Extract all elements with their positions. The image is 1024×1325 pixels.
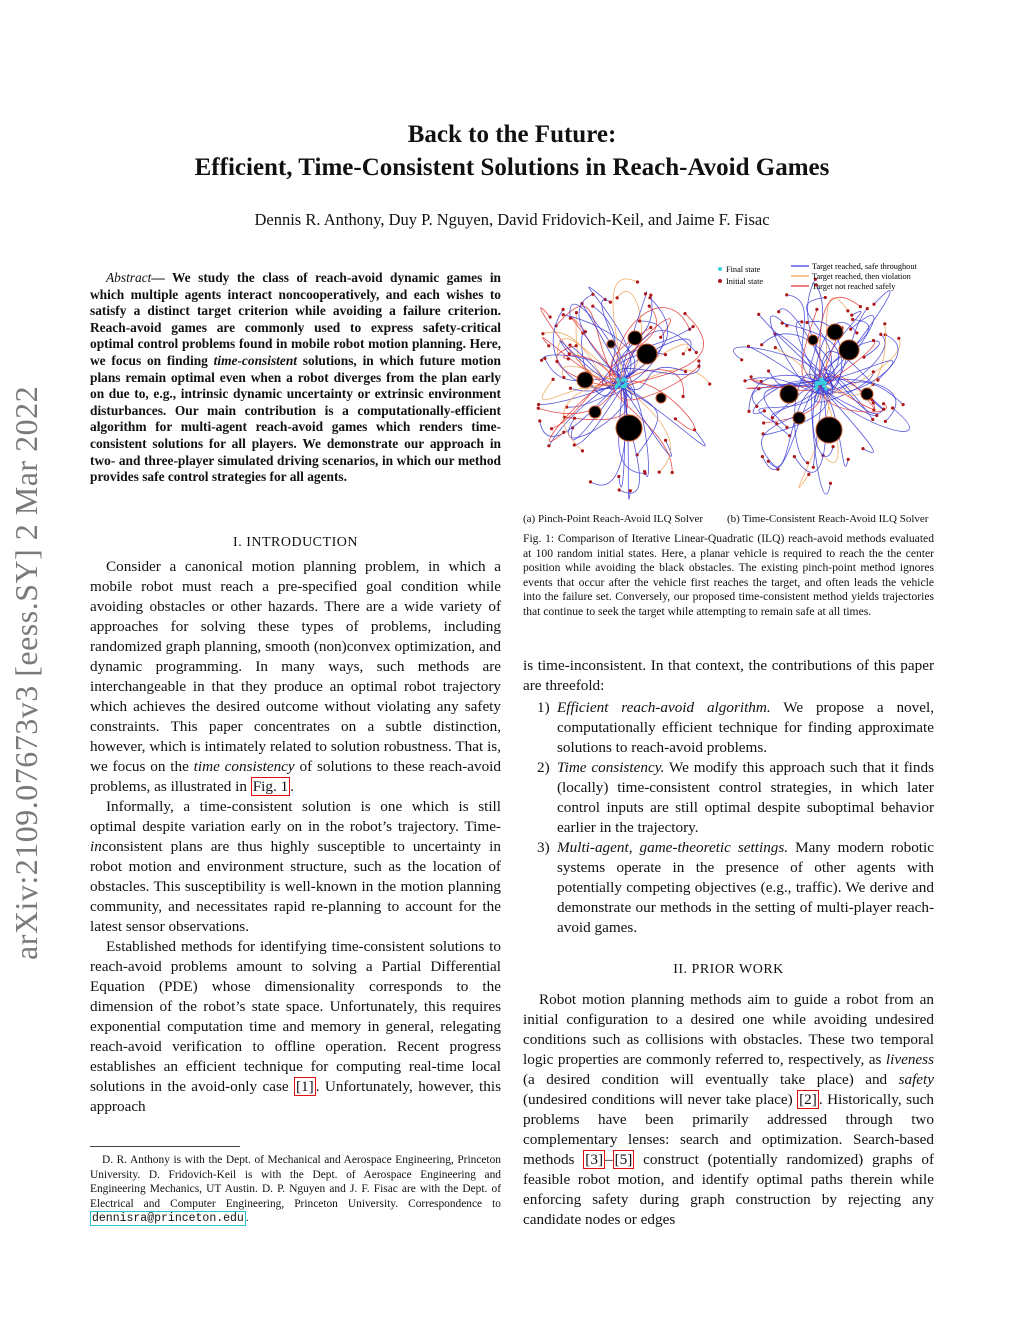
initial-state-marker	[547, 344, 550, 347]
initial-state-marker	[774, 346, 777, 349]
contribution-item: 2) Time consistency. We modify this approach such that it finds (locally) time-consistent control strategies, in which later control inputs are still optimal despite suboptimal behavior earlier in the trajectory.	[537, 759, 934, 836]
abstract-italic: time-consistent	[213, 352, 297, 368]
abstract-label: Abstract	[106, 270, 152, 285]
initial-state-marker	[761, 455, 764, 458]
initial-state-marker	[760, 343, 763, 346]
legend-initial-marker	[718, 279, 722, 283]
initial-state-marker	[684, 370, 687, 373]
initial-state-marker	[807, 473, 810, 476]
initial-state-marker	[552, 378, 555, 381]
initial-state-marker	[688, 348, 691, 351]
initial-state-marker	[855, 331, 858, 334]
initial-state-marker	[832, 445, 835, 448]
initial-state-marker	[537, 403, 540, 406]
initial-state-marker	[763, 409, 766, 412]
initial-state-marker	[591, 305, 594, 308]
title-line-1: Back to the Future:	[407, 121, 617, 148]
initial-state-marker	[775, 422, 778, 425]
initial-state-marker	[629, 489, 632, 492]
initial-state-marker	[643, 470, 646, 473]
final-state-marker	[824, 387, 828, 391]
initial-state-marker	[638, 319, 641, 322]
authors: Dennis R. Anthony, Duy P. Nguyen, David Fridovich-Keil, and Jaime F. Fisac	[254, 210, 770, 229]
initial-state-marker	[872, 408, 875, 411]
initial-state-marker	[575, 311, 578, 314]
initial-state-marker	[549, 315, 552, 318]
initial-state-marker	[850, 314, 853, 317]
initial-state-marker	[743, 379, 746, 382]
legend-safe-label: Target reached, safe throughout	[812, 262, 917, 271]
initial-state-marker	[671, 471, 674, 474]
initial-state-marker	[815, 308, 818, 311]
obstacle-circle	[656, 393, 666, 403]
contributions-intro: is time-inconsistent. In that context, the contributions of this paper are threefold:	[523, 657, 934, 694]
final-state-marker	[622, 384, 626, 388]
intro-paragraph-2: Informally, a time-consistent solution is one which is still optimal despite variation early on in the robot’s trajectory. Time-inconsistent plans are thus highly susceptible to uncertainty in robot motion and environment structure, such as the location of obstacles. This susceptibility is well-known in the motion planning community, and necessitates rapid re-planning to account for the latest sensor observations.	[90, 798, 501, 935]
initial-state-marker	[562, 376, 565, 379]
final-state-marker	[617, 381, 621, 385]
footnote: D. R. Anthony is with the Dept. of Mechanical and Aerospace Engineering, Princeton University. D. Fridovich-Keil is with the Dept. of Aerospace Engineering and Engineering Mechanics, UT Austin. D. P. Nguyen and J. F. Fisac are with the Dept. of Electrical and Computer Engineering, Princeton University. Correspondence to dennisra@princeton.edu .	[90, 1154, 501, 1225]
initial-state-marker	[541, 332, 544, 335]
citation-2-link[interactable]: [2]	[799, 1091, 817, 1108]
initial-state-marker	[785, 426, 788, 429]
obstacle-circle	[637, 344, 657, 364]
contributions-list	[523, 698, 934, 938]
legend-final-label: Final state	[726, 265, 761, 274]
initial-state-marker	[762, 421, 765, 424]
initial-state-marker	[812, 466, 815, 469]
obstacle-circle	[793, 412, 805, 424]
initial-state-marker	[562, 431, 565, 434]
initial-state-marker	[589, 480, 592, 483]
initial-state-marker	[573, 443, 576, 446]
final-state-marker	[816, 382, 820, 386]
figure-1	[523, 258, 934, 512]
initial-state-marker	[649, 294, 652, 297]
obstacle-circle	[589, 406, 601, 418]
initial-state-marker	[861, 447, 864, 450]
footnote-rule	[90, 1146, 240, 1147]
initial-state-marker	[547, 444, 550, 447]
initial-state-marker	[872, 303, 875, 306]
subcaption-b: (b) Time-Consistent Reach-Avoid ILQ Solver	[727, 513, 929, 525]
initial-state-marker	[897, 337, 900, 340]
initial-state-marker	[872, 401, 875, 404]
initial-state-marker	[683, 312, 686, 315]
initial-state-marker	[883, 322, 886, 325]
initial-state-marker	[573, 417, 576, 420]
figure-1-link[interactable]: Fig. 1	[252, 778, 289, 795]
initial-state-marker	[708, 382, 711, 385]
initial-state-marker	[644, 292, 647, 295]
initial-state-marker	[806, 461, 809, 464]
initial-state-marker	[648, 305, 651, 308]
initial-state-marker	[682, 395, 685, 398]
initial-state-marker	[697, 365, 700, 368]
initial-state-marker	[891, 406, 894, 409]
initial-state-marker	[569, 317, 572, 320]
trajectory-line	[802, 309, 821, 383]
initial-state-marker	[750, 375, 753, 378]
initial-state-marker	[781, 322, 784, 325]
paper-title	[120, 118, 904, 184]
section-heading-introduction: I. INTRODUCTION	[233, 535, 358, 550]
initial-state-marker	[829, 482, 832, 485]
abstract	[90, 270, 501, 486]
intro-paragraph-1: Consider a canonical motion planning problem, in which a mobile robot must reach a pre-specified goal condition while avoiding obstacles or other hazards. There are a wide variety of approaches for solving these types of problems, including randomized graph planning, smooth (non)convex optimization, and dynamic programming. In many ways, such methods are interchangeable in that they produce an optimal robot trajectory which achieves the desired outcome without violating any safety constraints. This paper concentrates on a subtle distinction, however, which is intimately related to solution robustness. That is, we focus on the time consistency of solutions to these reach-avoid problems, as illustrated in Fig. 1 .	[90, 558, 501, 795]
legend-final-marker	[718, 267, 722, 271]
initial-state-marker	[871, 418, 874, 421]
initial-state-marker	[569, 387, 572, 390]
initial-state-marker	[879, 333, 882, 336]
initial-state-marker	[538, 419, 541, 422]
initial-state-marker	[882, 408, 885, 411]
figure-legend	[718, 262, 917, 291]
intro-paragraph-3: Established methods for identifying time-consistent solutions to reach-avoid problems amount to solving a Partial Differential Equation (PDE) whose dimensionality corresponds to the dimension of the robot’s state space. Unfortunately, this requires exponential computation time and memory in general, relegating reach-avoid verification to offline operation. Recent progress establishes an efficient technique for computing real-time local solutions in the avoid-only case [1] . Unfortunately, however, this approach	[90, 938, 501, 1115]
citation-1-link[interactable]: [1]	[295, 1078, 314, 1095]
initial-state-marker	[846, 309, 849, 312]
initial-state-marker	[555, 360, 558, 363]
contribution-item: 3) Multi-agent, game-theoretic settings. Many modern robotic systems operate in the presence of other agents with potentially competing objectives (e.g., traffic). We derive and demonstrate our methods in the setting of multi-player reach-avoid games.	[537, 839, 934, 936]
initial-state-marker	[664, 353, 667, 356]
section-heading-prior-work: II. PRIOR WORK	[673, 962, 784, 977]
initial-state-marker	[575, 344, 578, 347]
introduction-body	[90, 557, 501, 1117]
initial-state-marker	[537, 407, 540, 410]
plot-time-consistent	[733, 278, 909, 494]
obstacle-circle	[816, 417, 842, 443]
trajectory-line	[822, 335, 898, 393]
legend-not-reached-label: Target not reached safely	[812, 282, 896, 291]
initial-state-marker	[859, 305, 862, 308]
initial-state-marker	[824, 296, 827, 299]
initial-state-marker	[872, 339, 875, 342]
final-state-marker	[616, 378, 620, 382]
figure-1-plots	[523, 258, 934, 512]
initial-state-marker	[562, 308, 565, 311]
initial-state-marker	[697, 359, 700, 362]
initial-state-marker	[664, 439, 667, 442]
initial-state-marker	[793, 455, 796, 458]
obstacle-circle	[827, 324, 843, 340]
initial-state-marker	[805, 321, 808, 324]
abstract-dash: —	[151, 270, 173, 285]
arxiv-sidebar-stamp: arXiv:2109.07673v3 [eess.SY] 2 Mar 2022	[8, 385, 44, 960]
citation-5-link[interactable]: [5]	[614, 1151, 633, 1168]
initial-state-marker	[740, 358, 743, 361]
initial-state-marker	[847, 458, 850, 461]
initial-state-marker	[617, 475, 620, 478]
initial-state-marker	[636, 280, 639, 283]
initial-state-marker	[567, 357, 570, 360]
obstacle-circle	[607, 340, 615, 348]
final-state-marker	[621, 379, 625, 383]
email-link[interactable]: dennisra@princeton.edu	[92, 1212, 244, 1225]
initial-state-marker	[882, 402, 885, 405]
obstacle-circle	[861, 388, 873, 400]
plot-pinch-point	[537, 279, 712, 499]
initial-state-marker	[618, 488, 621, 491]
contribution-item: 1) Efficient reach-avoid algorithm. We propose a novel, computationally efficient technique for finding approximate solutions to reach-avoid problems.	[537, 699, 934, 756]
initial-state-marker	[568, 352, 571, 355]
citation-3-link[interactable]: [3]	[585, 1151, 604, 1168]
initial-state-marker	[674, 417, 677, 420]
initial-state-marker	[876, 378, 879, 381]
initial-state-marker	[568, 344, 571, 347]
figure-1-caption: Fig. 1: Comparison of Iterative Linear-Quadratic (ILQ) reach-avoid methods evaluated at 100 random initial states. Here, a planar vehicle is required to reach the the center position while avoiding the black obstacles. The existing pinch-point method ignores events that occur after the vehicle first reaches the target, and often leads the vehicle into the failure set. Conversely, our proposed time-consistent method yields trajectories that continue to seek the target while attempting to remain safe at all times.	[523, 532, 934, 618]
initial-state-marker	[872, 370, 875, 373]
initial-state-marker	[767, 460, 770, 463]
legend-initial-label: Initial state	[726, 277, 764, 286]
initial-state-marker	[747, 410, 750, 413]
initial-state-marker	[902, 403, 905, 406]
initial-state-marker	[609, 301, 612, 304]
initial-state-marker	[800, 320, 803, 323]
initial-state-marker	[767, 369, 770, 372]
final-state-marker	[824, 381, 828, 385]
initial-state-marker	[695, 351, 698, 354]
initial-state-marker	[875, 414, 878, 417]
initial-state-marker	[550, 427, 553, 430]
prior-work-body: Robot motion planning methods aim to guide a robot from an initial configuration to a desired one while avoiding undesired conditions such as collisions with obstacles. These two temporal logic properties are commonly referred to, respectively, as liveness (a desired condition will eventually take place) and safety (undesired conditions will never take place) [2] . Historically, such problems have been primarily addressed through two complementary lenses: search and optimization. Search-based methods [3] – [5] construct (potentially randomized) graphs of feasible robot motion, and identify optimal paths therein while enforcing safety during graph construction by rejecting any candidate nodes or edges	[523, 991, 934, 1228]
obstacle-circle	[628, 331, 642, 345]
initial-state-marker	[562, 313, 565, 316]
final-state-marker	[820, 381, 824, 385]
subcaption-a: (a) Pinch-Point Reach-Avoid ILQ Solver	[523, 513, 704, 525]
abstract-text-1: We study the class of reach-avoid dynamic games in which multiple agents interact noncooperatively, and each wishes to satisfy a distinct target criterion while avoiding a failure criterion. Reach-avoid games are commonly used to express safety-critical optimal control problems found in mobile robot motion planning. Here, we focus on finding	[90, 270, 501, 368]
obstacle-circle	[808, 335, 818, 345]
initial-state-marker	[771, 416, 774, 419]
initial-state-marker	[757, 313, 760, 316]
initial-state-marker	[777, 310, 780, 313]
initial-state-marker	[616, 296, 619, 299]
initial-state-marker	[866, 307, 869, 310]
initial-state-marker	[851, 318, 854, 321]
initial-state-marker	[658, 471, 661, 474]
legend-violation-label: Target reached, then violation	[812, 272, 911, 281]
obstacle-circle	[839, 340, 859, 360]
initial-state-marker	[649, 326, 652, 329]
obstacle-circle	[780, 385, 798, 403]
initial-state-marker	[659, 336, 662, 339]
initial-state-marker	[849, 328, 852, 331]
initial-state-marker	[682, 352, 685, 355]
title-line-2: Efficient, Time-Consistent Solutions in Reach-Avoid Games	[194, 154, 830, 181]
initial-state-marker	[540, 359, 543, 362]
initial-state-marker	[591, 293, 594, 296]
initial-state-marker	[785, 293, 788, 296]
initial-state-marker	[581, 449, 584, 452]
initial-state-marker	[884, 420, 887, 423]
obstacle-circle	[577, 372, 593, 388]
right-column-body	[523, 656, 934, 938]
abstract-text-2: solutions, in which future motion plans remain optimal even when a robot diverges from the plan early on due to, e.g., intrinsic dynamic uncertainty or extrinsic environment disturbances. Our main contribution is a computationally-efficient algorithm for multi-agent reach-avoid games which renders time-consistent solutions for all players. We demonstrate our approach in two- and three-player simulated driving scenarios, in which our method provides safe control strategies for all agents.	[90, 352, 502, 485]
initial-state-marker	[692, 325, 695, 328]
obstacle-circle	[616, 415, 642, 441]
initial-state-marker	[755, 405, 758, 408]
